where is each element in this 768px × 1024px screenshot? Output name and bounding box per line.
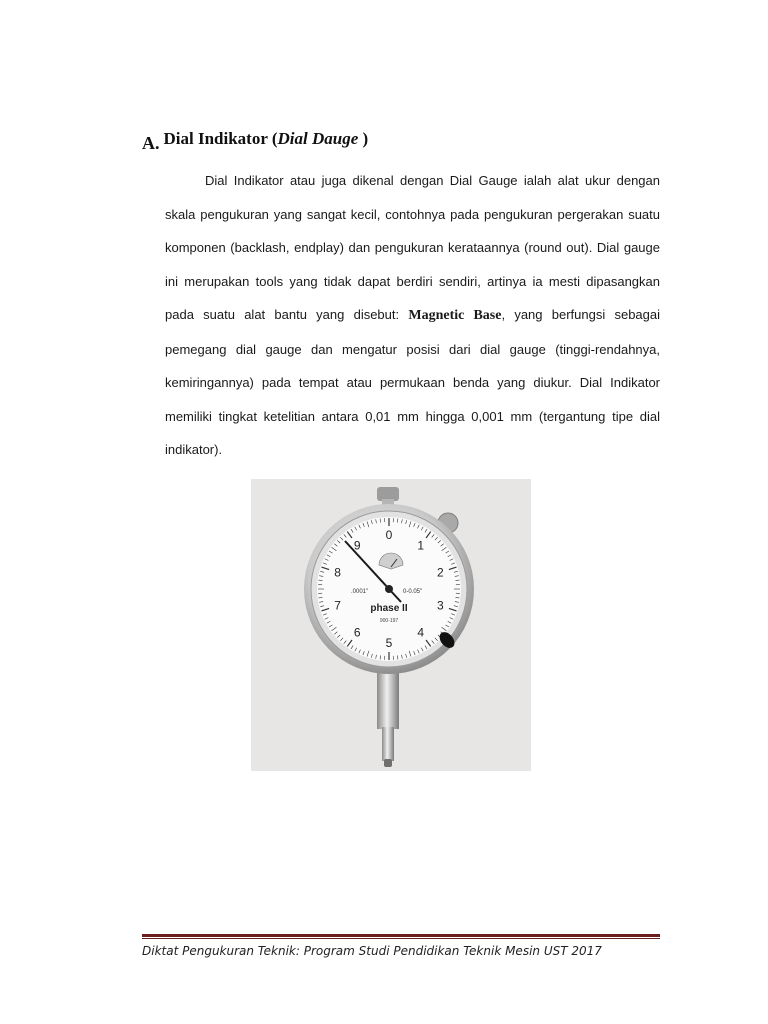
dial-number: 9 <box>353 538 361 553</box>
paragraph-part-2: , yang berfungsi sebagai pemegang dial gauge dan mengatur posisi dari dial gauge (tinggi-rendahnya, kemiringannya) pada tempat atau permukaan benda yang diukur. Dial Indikator memiliki tingkat ketelitian antara 0,01 mm hingga 0,001 mm (tergantung tipe dial indikator). <box>165 307 660 457</box>
dial-gauge-photo <box>251 479 531 771</box>
dial-number: 0 <box>385 528 393 542</box>
resolution-label: .0001" <box>351 589 369 595</box>
dial-number: 5 <box>385 636 393 650</box>
stem-sleeve <box>377 669 399 729</box>
body-paragraph <box>165 164 660 467</box>
heading-title: Dial Indikator ( <box>163 129 278 148</box>
section-letter: A. <box>142 133 160 153</box>
heading-title-close: ) <box>358 129 369 148</box>
dial-number: 7 <box>334 598 341 613</box>
footer-rule <box>142 934 660 939</box>
magnetic-base-term: Magnetic Base <box>408 308 502 323</box>
dial-gauge-illustration <box>251 479 531 771</box>
range-label: 0-0.05" <box>403 589 423 595</box>
model-label: 900-197 <box>379 618 399 624</box>
needle-hub <box>385 585 393 593</box>
paragraph-part-1: Dial Indikator atau juga dikenal dengan Dial Gauge ialah alat ukur dengan skala pengukuran yang sangat kecil, contohnya pada pengukuran pergerakan suatu komponen (backlash, endplay) dan pengukuran kerataannya (round out). Dial gauge ini merupakan tools yang tidak dapat berdiri sendiri, artinya ia mesti dipasangkan pada suatu alat bantu yang disebut: <box>165 173 660 322</box>
dial-number: 3 <box>437 598 444 613</box>
footer-text: Diktat Pengukuran Teknik: Program Studi Pendidikan Teknik Mesin UST 2017 <box>142 944 602 958</box>
heading-title-italic: Dial Dauge <box>277 129 359 148</box>
dial-number: 8 <box>334 565 341 580</box>
dial-number: 1 <box>417 538 425 553</box>
contact-point <box>384 759 392 767</box>
crown-cap <box>377 487 399 501</box>
dial-number: 4 <box>417 625 425 640</box>
section-heading <box>142 128 369 153</box>
brand-label: phase II <box>370 603 408 614</box>
dial-number: 6 <box>353 625 361 640</box>
dial-number: 2 <box>437 565 444 580</box>
stem-spindle <box>382 727 394 761</box>
